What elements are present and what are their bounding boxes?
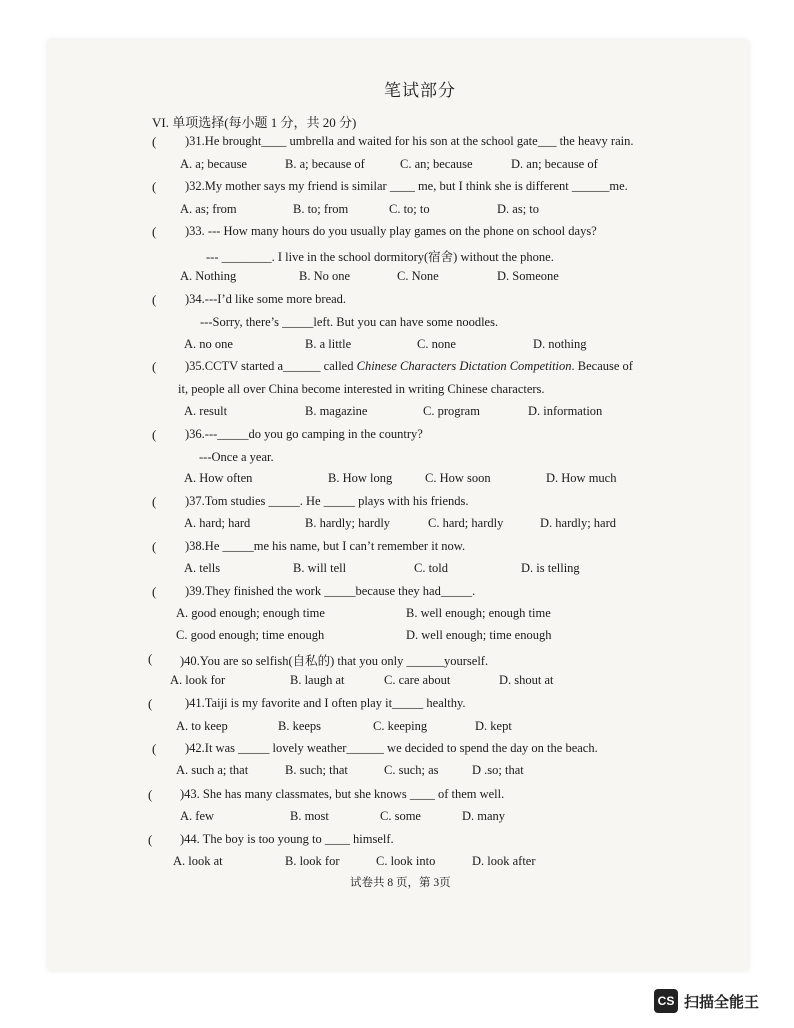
question-40-option-a: A. look for: [170, 673, 226, 687]
answer-bracket: (: [152, 224, 157, 239]
answer-bracket: (: [152, 134, 157, 149]
question-44-option-d: D. look after: [472, 854, 536, 868]
question-33-reply: --- ________. I live in the school dormitory(宿舍) without the phone.: [206, 250, 554, 264]
question-37-option-d: D. hardly; hard: [540, 516, 617, 530]
answer-bracket: (: [152, 741, 157, 756]
question-33-option-c: C. None: [397, 269, 439, 283]
question-38-option-d: D. is telling: [521, 561, 580, 575]
question-44-option-b: B. look for: [285, 854, 340, 868]
question-33-option-b: B. No one: [299, 269, 351, 283]
question-43-option-a: A. few: [180, 809, 215, 823]
question-39-option-d: D. well enough; time enough: [406, 628, 552, 642]
question-40-stem: )40.You are so selfish(自私的) that you only ______yourself.: [180, 654, 489, 668]
question-31-option-d: D. an; because of: [511, 157, 598, 171]
question-43-stem: )43. She has many classmates, but she knows ____ of them well.: [180, 787, 505, 801]
question-36-option-d: D. How much: [546, 471, 617, 485]
question-35-option-b: B. magazine: [305, 404, 368, 418]
question-41-option-a: A. to keep: [176, 719, 228, 733]
question-34-stem: )34.---I’d like some more bread.: [185, 292, 347, 306]
question-34-option-b: B. a little: [305, 337, 352, 351]
question-42-option-b: B. such; that: [285, 763, 348, 777]
question-42-option-d: D .so; that: [472, 763, 524, 777]
answer-bracket: (: [152, 539, 157, 554]
question-31-option-a: A. a; because: [180, 157, 247, 171]
question-42-option-c: C. such; as: [384, 763, 439, 777]
question-40-option-c: C. care about: [384, 673, 451, 687]
page-title: 笔试部分: [384, 81, 456, 101]
question-33-stem: )33. --- How many hours do you usually play games on the phone on school days?: [185, 224, 597, 238]
question-37-option-c: C. hard; hardly: [428, 516, 504, 530]
answer-bracket: (: [148, 832, 153, 847]
question-34-option-c: C. none: [417, 337, 456, 351]
scanner-watermark: [654, 988, 759, 1014]
question-39-option-b: B. well enough; enough time: [406, 606, 551, 620]
question-43-option-b: B. most: [290, 809, 329, 823]
question-39-option-a: A. good enough; enough time: [176, 606, 325, 620]
scanner-brand-text: 扫描全能王: [684, 992, 760, 1011]
question-44-option-c: C. look into: [376, 854, 436, 868]
camscanner-logo-icon: CS: [654, 989, 678, 1013]
answer-bracket: (: [152, 179, 157, 194]
answer-bracket: (: [152, 427, 157, 442]
answer-bracket: (: [152, 292, 157, 307]
answer-bracket: (: [152, 584, 157, 599]
question-40-option-d: D. shout at: [499, 673, 554, 687]
question-32-option-d: D. as; to: [497, 202, 540, 216]
question-36-option-a: A. How often: [184, 471, 253, 485]
question-36-stem: )36.---_____do you go camping in the country?: [185, 427, 423, 441]
question-41-option-c: C. keeping: [373, 719, 428, 733]
question-36-option-c: C. How soon: [425, 471, 491, 485]
question-31-stem: )31.He brought____ umbrella and waited for his son at the school gate___ the heavy rain.: [185, 134, 634, 148]
question-42-option-a: A. such a; that: [176, 763, 249, 777]
question-36-reply: ---Once a year.: [199, 450, 274, 464]
question-37-stem: )37.Tom studies _____. He _____ plays with his friends.: [185, 494, 469, 508]
question-33-option-a: A. Nothing: [180, 269, 237, 283]
question-32-option-c: C. to; to: [389, 202, 430, 216]
question-35-stem-start: )35.CCTV started a______ called: [185, 359, 357, 373]
question-38-stem: )38.He _____me his name, but I can’t remember it now.: [185, 539, 466, 553]
question-44-stem: )44. The boy is too young to ____ himself.: [180, 832, 394, 846]
question-37-option-a: A. hard; hard: [184, 516, 251, 530]
question-34-option-a: A. no one: [184, 337, 233, 351]
question-31-option-c: C. an; because: [400, 157, 473, 171]
question-38-option-b: B. will tell: [293, 561, 347, 575]
question-39-stem: )39.They finished the work _____because they had_____.: [185, 584, 476, 598]
answer-bracket: (: [152, 494, 157, 509]
question-35-stem-end: . Because of: [571, 359, 633, 373]
answer-bracket: (: [148, 696, 153, 711]
question-41-option-d: D. kept: [475, 719, 512, 733]
section-heading: VI. 单项选择(每小题 1 分，共 20 分): [152, 115, 357, 130]
question-32-option-a: A. as; from: [180, 202, 237, 216]
question-37-option-b: B. hardly; hardly: [305, 516, 391, 530]
question-44-option-a: A. look at: [173, 854, 223, 868]
question-38-option-a: A. tells: [184, 561, 221, 575]
question-41-option-b: B. keeps: [278, 719, 322, 733]
question-40-option-b: B. laugh at: [290, 673, 345, 687]
answer-bracket: (: [148, 651, 153, 666]
question-32-stem: )32.My mother says my friend is similar ____ me, but I think she is different ______me.: [185, 179, 628, 193]
answer-bracket: (: [148, 787, 153, 802]
question-34-option-d: D. nothing: [533, 337, 587, 351]
question-42-stem: )42.It was _____ lovely weather______ we decided to spend the day on the beach.: [185, 741, 598, 755]
question-39-option-c: C. good enough; time enough: [176, 628, 325, 642]
question-31-option-b: B. a; because of: [285, 157, 365, 171]
question-35-option-a: A. result: [184, 404, 228, 418]
page-footer: 试卷共 8 页，第 3页: [350, 877, 451, 889]
question-43-option-c: C. some: [380, 809, 421, 823]
question-35-option-c: C. program: [423, 404, 480, 418]
question-38-option-c: C. told: [414, 561, 449, 575]
question-35-program-name: Chinese Characters Dictation Competition: [356, 359, 572, 373]
answer-bracket: (: [152, 359, 157, 374]
question-43-option-d: D. many: [462, 809, 506, 823]
question-34-reply: ---Sorry, there’s _____left. But you can have some noodles.: [200, 315, 499, 329]
question-36-option-b: B. How long: [328, 471, 393, 485]
question-41-stem: )41.Taiji is my favorite and I often play it_____ healthy.: [185, 696, 466, 710]
question-35-option-d: D. information: [528, 404, 603, 418]
question-32-option-b: B. to; from: [293, 202, 349, 216]
question-35-continuation: it, people all over China become interested in writing Chinese characters.: [178, 382, 545, 396]
question-33-option-d: D. Someone: [497, 269, 559, 283]
question-35-stem: [185, 359, 633, 374]
